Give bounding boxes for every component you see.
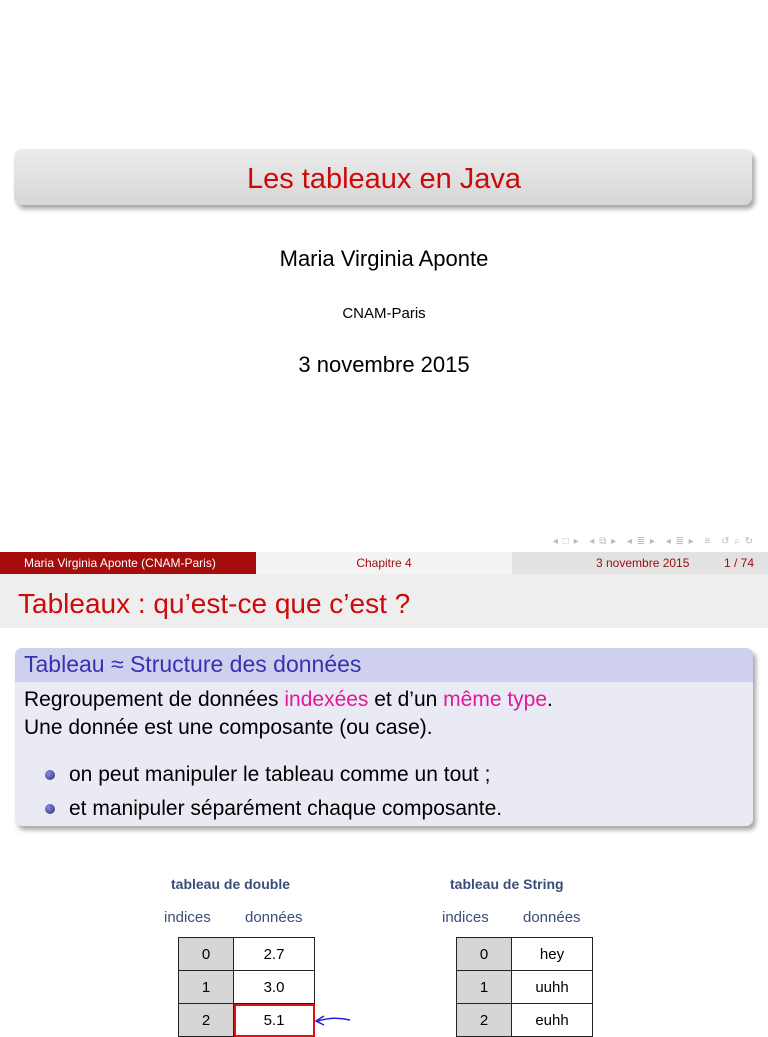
value-cell: 3.0: [234, 971, 315, 1004]
bullet-text: on peut manipuler le tableau comme un tout ;: [69, 763, 491, 786]
footer-page-number: 1 / 74: [723, 556, 754, 570]
table-row: [179, 938, 315, 971]
slide-footer: [0, 552, 768, 574]
bullet-item: [45, 792, 502, 826]
definition-line-2: Une donnée est une composante (ou case).: [24, 716, 433, 739]
footer-chapter: Chapitre 4: [356, 556, 412, 570]
nav-toc-icon[interactable]: ≡: [704, 536, 712, 547]
value-cell: hey: [512, 938, 593, 971]
nav-frame-icon[interactable]: ◂ □ ▸: [552, 536, 580, 547]
footer-author-section: [0, 552, 256, 574]
string-table-caption: tableau de String: [450, 876, 564, 892]
string-col-indices: indices: [442, 909, 489, 926]
text-fragment: .: [547, 688, 553, 711]
nav-search-icon[interactable]: ↺ ⌕ ↻: [721, 536, 754, 547]
table-row: [457, 1004, 593, 1037]
index-cell: 2: [457, 1004, 512, 1037]
index-cell: 1: [457, 971, 512, 1004]
bullet-dot-icon: [45, 770, 55, 780]
pointer-arrow-icon: [312, 1008, 352, 1028]
index-cell: 1: [179, 971, 234, 1004]
double-table: [178, 937, 315, 1037]
double-col-indices: indices: [164, 909, 211, 926]
double-col-donnees: données: [245, 909, 303, 926]
content-slide: [0, 574, 768, 1029]
frame-title: Tableaux : qu’est-ce que c’est ?: [18, 588, 411, 619]
block-body: [24, 686, 553, 742]
footer-chapter-section: [256, 552, 512, 574]
highlighted-value-cell: 5.1: [234, 1004, 315, 1037]
index-cell: 0: [457, 938, 512, 971]
text-fragment: et d’un: [368, 688, 444, 711]
nav-part-icon[interactable]: ◂ ≣ ▸: [665, 536, 695, 547]
beamer-navigation[interactable]: [547, 536, 754, 547]
highlight-meme-type: même type: [443, 688, 548, 711]
value-cell: 2.7: [234, 938, 315, 971]
string-col-donnees: données: [523, 909, 581, 926]
index-cell: 0: [179, 938, 234, 971]
nav-subsection-icon[interactable]: ◂ ⧉ ▸: [589, 536, 618, 547]
bullet-text: et manipuler séparément chaque composante.: [69, 797, 503, 820]
value-cell: euhh: [512, 1004, 593, 1037]
value-cell: uuhh: [512, 971, 593, 1004]
table-row: [179, 971, 315, 1004]
highlight-indexees: indexées: [284, 688, 369, 711]
frame-title-bar: [0, 574, 768, 628]
footer-date: 3 novembre 2015: [596, 556, 690, 570]
definition-line-1: [24, 686, 553, 714]
bullet-dot-icon: [45, 804, 55, 814]
block-title: Tableau ≈ Structure des données: [24, 651, 362, 677]
table-row: [457, 938, 593, 971]
text-fragment: Regroupement de données: [24, 688, 285, 711]
table-row: [457, 971, 593, 1004]
institution: CNAM-Paris: [342, 305, 426, 322]
author-name: Maria Virginia Aponte: [279, 246, 489, 271]
index-cell: 2: [179, 1004, 234, 1037]
presentation-date: 3 novembre 2015: [298, 352, 470, 377]
string-table: [456, 937, 593, 1037]
table-row: [179, 1004, 315, 1037]
bullet-item: [45, 758, 502, 792]
double-table-caption: tableau de double: [171, 876, 291, 892]
presentation-title: Les tableaux en Java: [246, 163, 522, 195]
bullet-list: [45, 758, 502, 826]
block-header: [15, 648, 753, 682]
definition-block: [15, 648, 753, 826]
footer-date-section: [512, 552, 768, 574]
nav-section-icon[interactable]: ◂ ≣ ▸: [626, 536, 656, 547]
footer-author: Maria Virginia Aponte (CNAM-Paris): [24, 556, 216, 570]
